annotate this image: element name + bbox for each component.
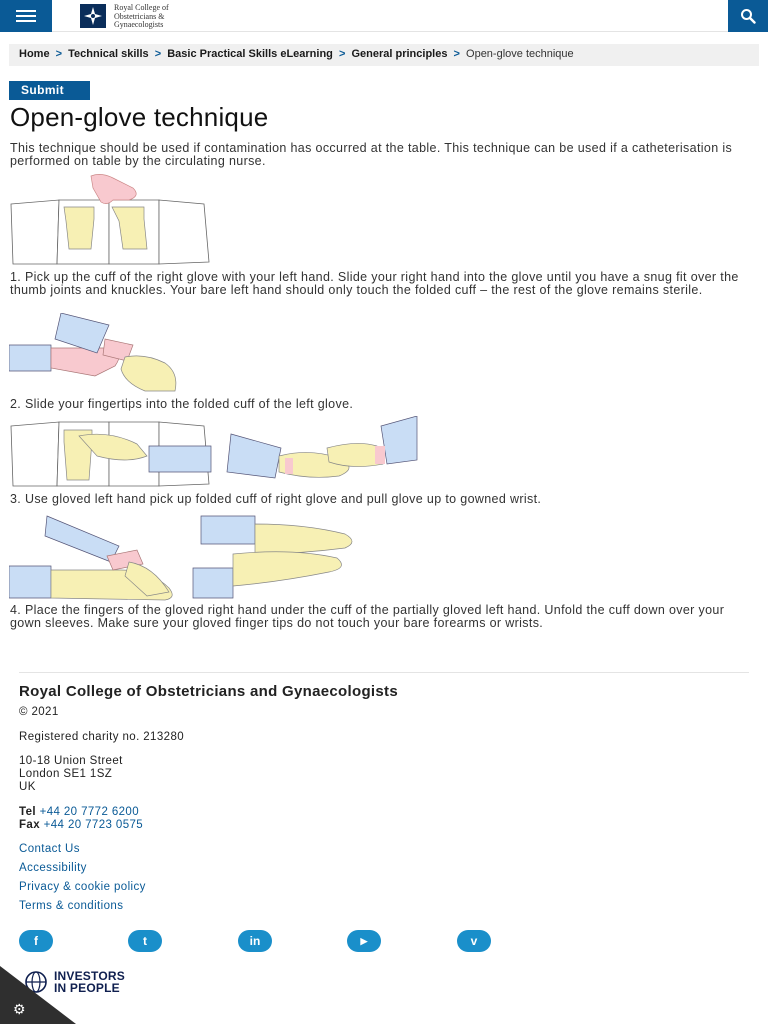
step-1-illustration xyxy=(9,172,214,268)
rcog-crest-icon xyxy=(80,4,108,28)
footer-org-name: Royal College of Obstetricians and Gynaecologists xyxy=(19,683,398,700)
breadcrumb: Home > Technical skills > Basic Practical Skills eLearning > General principles > Open-glove technique xyxy=(9,44,759,66)
step-2-text: 2. Slide your fingertips into the folded cuff of the left glove. xyxy=(10,397,354,411)
footer-fax: Fax +44 20 7723 0575 xyxy=(19,819,144,831)
intro-text: This technique should be used if contamination has occurred at the table. This technique can be used if a catheterisation is performed on table by the circulating nurse. xyxy=(10,141,733,168)
twitter-icon[interactable]: t xyxy=(128,930,162,952)
breadcrumb-technical-skills[interactable]: Technical skills xyxy=(68,48,149,60)
rcog-logo[interactable] xyxy=(80,4,204,30)
accessibility-link[interactable]: Accessibility xyxy=(19,862,87,874)
breadcrumb-home[interactable]: Home xyxy=(19,48,50,60)
contact-us-link[interactable]: Contact Us xyxy=(19,843,80,855)
step-3-text: 3. Use gloved left hand pick up folded cuff of right glove and pull glove up to gowned wrist. xyxy=(10,492,542,506)
terms-link[interactable]: Terms & conditions xyxy=(19,900,124,912)
step-1-text: 1. Pick up the cuff of the right glove with your left hand. Slide your right hand into the glove until you have a snug fit over the thumb joints and knuckles. Your bare left hand should only touch the folded cuff – the rest of the glove remains sterile. xyxy=(10,270,739,297)
fax-link[interactable]: +44 20 7723 0575 xyxy=(43,819,144,831)
privacy-link[interactable]: Privacy & cookie policy xyxy=(19,881,146,893)
search-button[interactable] xyxy=(728,0,768,32)
footer-copyright: © 2021 xyxy=(19,706,59,718)
cookie-settings-tab[interactable] xyxy=(0,966,76,1024)
facebook-icon[interactable]: f xyxy=(19,930,53,952)
logo-line-1: Royal College of xyxy=(114,3,169,12)
gear-icon[interactable]: ⚙ xyxy=(13,1001,26,1017)
investors-in-people-logo: INVESTORS IN PEOPLE xyxy=(24,970,125,994)
logo-line-3: Gynaecologists xyxy=(114,20,164,29)
menu-button[interactable] xyxy=(0,0,52,32)
tel-link[interactable]: +44 20 7772 6200 xyxy=(39,806,140,818)
logo-line-2: Obstetricians & xyxy=(114,11,165,21)
search-icon xyxy=(740,8,756,24)
submit-button[interactable]: Submit xyxy=(9,81,90,100)
vimeo-icon[interactable]: v xyxy=(457,930,491,952)
breadcrumb-basic-practical-skills[interactable]: Basic Practical Skills eLearning xyxy=(167,48,333,60)
footer-tel: Tel +44 20 7772 6200 xyxy=(19,806,140,818)
hamburger-icon xyxy=(16,10,36,12)
breadcrumb-general-principles[interactable]: General principles xyxy=(351,48,448,60)
youtube-icon[interactable]: ▶ xyxy=(347,930,381,952)
step-4-text: 4. Place the fingers of the gloved right hand under the cuff of the partially gloved left hand. Unfold the cuff down over your gown sleeves. Make sure your gloved finger tips do not touch your bare forearms or wrists. xyxy=(10,603,725,630)
footer-charity: Registered charity no. 213280 xyxy=(19,731,185,743)
page-title: Open-glove technique xyxy=(10,102,269,132)
step-2-illustration xyxy=(9,313,181,395)
footer-divider xyxy=(19,672,749,673)
step-4-illustration xyxy=(9,510,359,602)
step-3-illustration xyxy=(9,416,421,490)
footer-address: 10-18 Union Street London SE1 1SZ UK xyxy=(19,755,123,793)
linkedin-icon[interactable]: in xyxy=(238,930,272,952)
breadcrumb-current: Open-glove technique xyxy=(466,48,574,60)
site-header xyxy=(0,0,768,32)
